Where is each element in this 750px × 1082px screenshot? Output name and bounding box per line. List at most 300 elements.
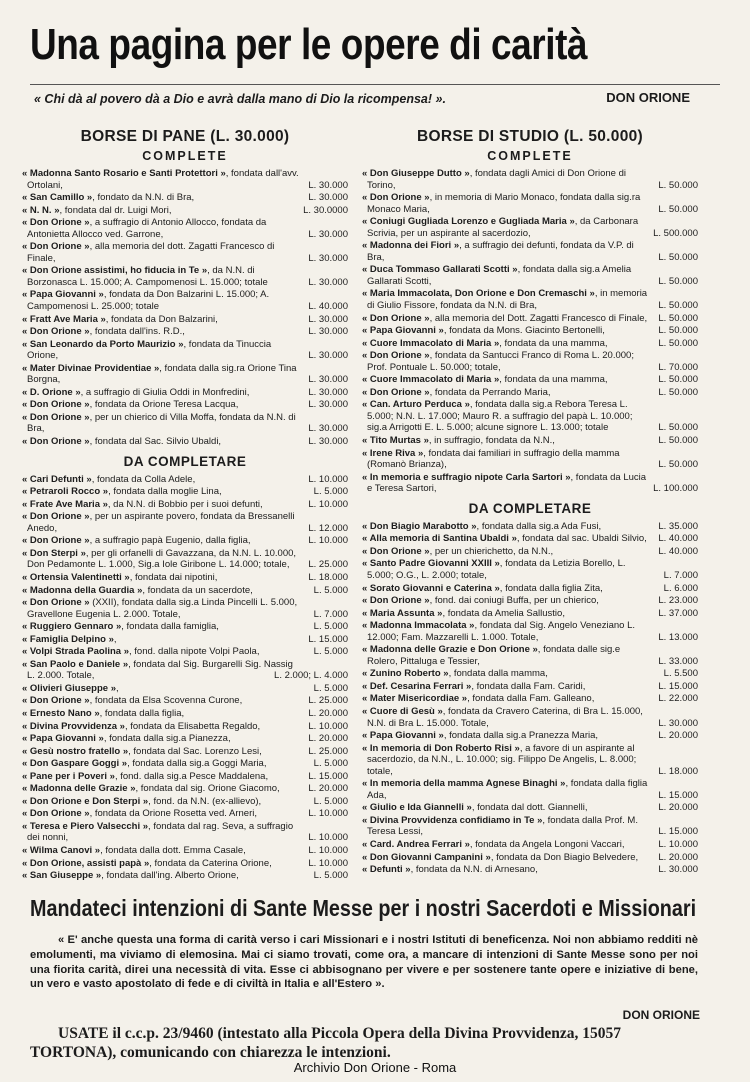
fund-description: , fondata dai nipotini, <box>129 571 218 583</box>
donation-entry <box>362 192 698 215</box>
donation-entry <box>22 821 348 844</box>
donation-entry <box>22 708 348 720</box>
donation-entry <box>22 535 348 547</box>
fund-description: , fondata dalla figlia, <box>99 707 185 719</box>
fund-name: « Famiglia Delpino » <box>22 633 114 645</box>
fund-amount: L. 50.000 <box>658 386 698 398</box>
donation-entry <box>22 339 348 362</box>
donation-entry <box>362 350 698 373</box>
fund-amount: L. 30.000 <box>308 179 348 191</box>
donation-entry <box>22 695 348 707</box>
donation-entry <box>362 668 698 680</box>
fund-amount: L. 10.000 <box>308 535 348 547</box>
fund-name: « Don Orione » <box>362 192 430 204</box>
donation-entry <box>22 733 348 745</box>
fund-description: (XXII), fondata dalla sig.a Linda Pincelli L. 5.000, Gravellone Eugenia L. 2.000. Totale, <box>27 597 298 620</box>
fund-name: « Wilma Canovi » <box>22 844 101 856</box>
fund-name: « Coniugi Gugliada Lorenzo e Gugliada Maria » <box>362 216 575 228</box>
fund-description: , fondata dalla famiglia, <box>121 621 219 633</box>
fund-description: , fondata dal dr. Luigi Mori, <box>59 204 172 216</box>
fund-description: , fondata da Amelia Sallustio, <box>442 607 565 619</box>
fund-name: « Irene Riva » <box>362 447 424 459</box>
fund-description: , fond. dalla nipote Volpi Paola, <box>129 646 260 658</box>
fund-name: « Ortensia Valentinetti » <box>22 571 130 583</box>
fund-description: , a favore di un aspirante al sacerdozio, da N.N., L. 10.000; sig. Filippo De Angelis, L. 8.000; totale, <box>367 742 637 777</box>
fund-name: « In memoria e suffragio nipote Carla Sartori » <box>362 471 571 483</box>
fund-description: , fondata dalla dott. Emma Casale, <box>100 844 246 856</box>
donation-entry <box>22 646 348 658</box>
fund-name: « Divina Provvidenza confidiamo in Te » <box>362 814 543 826</box>
fund-description: , fondata da Mons. Giacinto Bertonelli, <box>443 325 605 337</box>
fund-name: « Don Orione » <box>362 545 430 557</box>
fund-amount: L. 22.000 <box>658 693 698 705</box>
fund-name: « Duca Tommaso Gallarati Scotti » <box>362 264 518 276</box>
fund-description: , fondata dalla sig.ra Orione Tina Borgna, <box>27 362 297 386</box>
fund-amount: L. 50.000 <box>658 435 698 447</box>
fund-description: , fond. dai coniugi Buffa, per un chierico, <box>429 595 599 607</box>
fund-name: « Giulio e Ida Giannelli » <box>362 802 472 814</box>
donation-entry <box>22 499 348 511</box>
fund-name: « Don Orione » <box>362 312 430 324</box>
fund-name: « Don Orione » <box>22 411 90 423</box>
appeal-signature: DON ORIONE <box>622 1008 700 1022</box>
fund-name: « Don Giuseppe Dutto » <box>362 168 470 179</box>
donation-entry <box>362 681 698 693</box>
fund-name: « Pane per i Poveri » <box>22 770 115 782</box>
donation-entry <box>22 399 348 411</box>
donation-entry <box>22 659 348 682</box>
fund-amount: L. 5.000 <box>313 646 348 658</box>
donation-entry <box>22 597 348 620</box>
fund-name: « Petraroli Rocco » <box>22 486 109 498</box>
fund-description: , <box>113 633 117 645</box>
motto: « Chi dà al povero dà a Dio e avrà dalla mano di Dio la ricompensa! ». <box>34 92 446 106</box>
fund-name: « Madonna dei Fiori » <box>362 240 460 252</box>
fund-amount: L. 7.000 <box>313 608 348 620</box>
donation-entry <box>22 870 348 882</box>
donation-entry <box>362 472 698 495</box>
fund-description: , fondata dalla sig.a Pianezza, <box>103 733 231 745</box>
fund-name: « Madonna della Guardia » <box>22 584 143 596</box>
fund-description: , alla memoria del dott. Zagatti Francesco di Finale, <box>27 241 275 264</box>
fund-amount: L. 40.000 <box>308 301 348 313</box>
donation-entry <box>362 558 698 581</box>
donation-entry <box>362 435 698 447</box>
fund-name: « Papa Giovanni » <box>22 733 104 745</box>
fund-description: , fond. dalla sig.a Pesce Maddalena, <box>114 770 269 782</box>
donation-entry <box>362 338 698 350</box>
fund-name: « Tito Murtas » <box>362 435 429 447</box>
fund-name: « Don Orione » <box>22 808 90 820</box>
donation-entry <box>22 721 348 733</box>
donation-entry <box>362 448 698 471</box>
fund-amount: L. 10.000 <box>308 844 348 856</box>
fund-description: , fondata dal Sac. Lorenzo Lesi, <box>128 745 262 757</box>
fund-amount: L. 13.000 <box>658 631 698 643</box>
fund-name: « Def. Cesarina Ferrari » <box>362 680 472 692</box>
fund-name: « Frate Ave Maria » <box>22 498 108 510</box>
donation-entry <box>362 864 698 876</box>
fund-amount: L. 10.000 <box>658 838 698 850</box>
fund-description: , fondata da Cravero Caterina, di Bra L. 15.000, N.N. di Bra L. 15.000. Totale, <box>367 705 643 729</box>
bread-column <box>22 126 348 883</box>
fund-name: « Fratt Ave Maria » <box>22 313 106 325</box>
fund-description: , fond. da N.N. (ex-allievo), <box>148 795 262 807</box>
fund-description: , fondata da Letizia Borello, L. 5.000; O.G., L. 2.000; totale, <box>367 558 626 581</box>
fund-name: « Don Orione » <box>22 597 90 609</box>
fund-amount: L. 33.000 <box>658 655 698 667</box>
fund-amount: L. 30.000 <box>308 228 348 240</box>
donation-entry <box>362 778 698 801</box>
study-title: BORSE DI STUDIO (L. 50.000) <box>416 128 643 145</box>
fund-name: « Mater Misericordiae » <box>362 693 468 705</box>
bread-title: BORSE DI PANE (L. 30.000) <box>80 128 290 145</box>
donation-entry <box>362 693 698 705</box>
fund-amount: L. 30.000 <box>308 386 348 398</box>
fund-description: , alla memoria del Dott. Zagatti Francesco di Finale, <box>429 312 648 324</box>
fund-amount: L. 5.000 <box>313 621 348 633</box>
fund-name: « San Giuseppe » <box>22 870 102 882</box>
fund-amount: L. 70.000 <box>658 361 698 373</box>
donation-entry <box>362 264 698 287</box>
donation-entry <box>22 771 348 783</box>
fund-name: « Madonna Immacolata » <box>362 620 475 632</box>
fund-name: « Cuore Immacolato di Maria » <box>362 337 500 349</box>
donation-entry <box>362 521 698 533</box>
fund-name: « Don Orione » <box>22 217 90 229</box>
fund-amount: L. 10.000 <box>308 498 348 510</box>
donation-entry <box>362 608 698 620</box>
fund-amount: L. 18.000 <box>658 765 698 777</box>
bread-todo-list <box>22 474 348 882</box>
fund-amount: L. 5.000 <box>313 758 348 770</box>
fund-amount: L. 25.000 <box>308 745 348 757</box>
donation-entry <box>362 595 698 607</box>
fund-amount: L. 20.000 <box>658 851 698 863</box>
fund-amount: L. 5.000 <box>313 795 348 807</box>
bread-complete-list <box>22 168 348 448</box>
fund-amount: L. 7.000 <box>663 569 698 581</box>
donation-entry <box>362 730 698 742</box>
page-title: Una pagina per le opere di carità <box>30 20 588 69</box>
donation-entry <box>362 240 698 263</box>
fund-name: « Don Gaspare Goggi » <box>22 758 128 770</box>
fund-description: , per un chierico di Villa Moffa, fondata da N.N. di Bra, <box>27 411 296 435</box>
fund-amount: L. 30.000 <box>658 717 698 729</box>
fund-description: , fondata dagli Amici di Don Orione di Torino, <box>367 168 626 191</box>
donation-entry <box>22 326 348 338</box>
donation-entry <box>22 412 348 435</box>
fund-amount: L. 50.000 <box>658 275 698 287</box>
fund-name: « Sorato Giovanni e Caterina » <box>362 582 500 594</box>
fund-name: « Zunino Roberto » <box>362 668 449 680</box>
fund-description: , fondata dal sig. Orione Giacomo, <box>135 783 280 795</box>
fund-description: , fondata dal rag. Seva, a suffragio dei nonni, <box>27 820 294 844</box>
fund-name: « Don Orione » <box>22 399 90 411</box>
fund-name: « N. N. » <box>22 204 60 216</box>
fund-amount: L. 5.500 <box>663 668 698 680</box>
fund-description: , fondata da Elsa Scovenna Curone, <box>89 695 243 707</box>
study-complete-label: COMPLETE <box>487 149 573 163</box>
fund-amount: L. 30.000 <box>308 374 348 386</box>
fund-description: , fondata dalla figlia Ada, <box>367 778 648 801</box>
donation-entry <box>22 845 348 857</box>
fund-name: « Santo Padre Giovanni XXIII » <box>362 558 500 570</box>
fund-description: , a suffragio di Giulia Oddi in Monfredini, <box>80 386 250 398</box>
fund-amount: L. 23.000 <box>658 595 698 607</box>
donation-entry <box>22 205 348 217</box>
fund-name: « Don Sterpi » <box>22 547 86 559</box>
fund-name: « In memoria di Don Roberto Risi » <box>362 742 520 754</box>
fund-description: , <box>115 682 119 694</box>
fund-amount: L. 15.000 <box>308 770 348 782</box>
donation-entry <box>22 758 348 770</box>
fund-amount: L. 40.000 <box>658 545 698 557</box>
fund-amount: L. 5.000 <box>313 486 348 498</box>
donation-entry <box>362 313 698 325</box>
fund-amount: L. 5.000 <box>313 682 348 694</box>
fund-description: , fondata da Lucia e Teresa Sartori, <box>367 471 647 495</box>
fund-amount: L. 100.000 <box>653 483 698 495</box>
fund-description: , da Carbonara Scrivia, per un aspirante al sacerdozio, <box>367 216 639 239</box>
donation-entry <box>362 620 698 643</box>
fund-name: « San Camillo » <box>22 192 93 204</box>
archive-caption: Archivio Don Orione - Roma <box>293 1060 457 1075</box>
fund-amount: L. 50.000 <box>658 203 698 215</box>
fund-name: « Volpi Strada Paolina » <box>22 646 129 658</box>
fund-amount: L. 30.000 <box>658 864 698 876</box>
fund-name: « Don Orione » <box>362 350 430 362</box>
fund-description: , fondata dalla sig.a Goggi Maria, <box>127 758 267 770</box>
postal-account-note: USATE il c.c.p. 23/9460 (intestato alla Piccola Opera della Divina Provvidenza, 15057 TORTONA), comunicando con chiarezza le intenzioni. <box>30 1025 621 1061</box>
mass-intentions-banner: Mandateci intenzioni di Sante Messe per i nostri Sacerdoti e Missionari <box>30 895 697 921</box>
bread-complete-label: COMPLETE <box>142 149 228 163</box>
donation-entry <box>22 474 348 486</box>
fund-description: , fondata dalla figlia Zita, <box>499 582 603 594</box>
fund-amount: L. 20.000 <box>308 783 348 795</box>
fund-description: , fondata da Orione Rosetta ved. Arneri, <box>89 808 257 820</box>
fund-description: , a suffragio papà Eugenio, dalla figlia, <box>89 535 251 547</box>
donation-entry <box>362 815 698 838</box>
fund-description: , da N.N. di Bobbio per i suoi defunti, <box>107 498 263 510</box>
fund-amount: L. 5.000 <box>313 870 348 882</box>
fund-description: , fondata da Orione Teresa Lacqua, <box>89 399 239 411</box>
fund-name: « Card. Andrea Ferrari » <box>362 838 470 850</box>
fund-name: « San Paolo e Daniele » <box>22 658 129 670</box>
donation-entry <box>22 265 348 288</box>
fund-amount: L. 30.000 <box>308 252 348 264</box>
fund-description: , fondata dal Sig. Burgarelli Sig. Nassig L. 2.000. Totale, <box>27 658 293 682</box>
fund-amount: L. 500.000 <box>653 227 698 239</box>
fund-description: , fondata da Caterina Orione, <box>149 857 272 869</box>
fund-description: , per un chierichetto, da N.N., <box>429 545 554 557</box>
fund-description: , fondata dal Sac. Silvio Ubaldi, <box>89 436 222 448</box>
fund-amount: L. 10.000 <box>308 720 348 732</box>
study-column <box>362 126 698 877</box>
title-rule <box>30 84 720 85</box>
donation-entry <box>362 802 698 814</box>
donation-entry <box>22 289 348 312</box>
donation-entry <box>362 852 698 864</box>
fund-name: « Cuore Immacolato di Maria » <box>362 374 500 386</box>
donation-entry <box>362 583 698 595</box>
fund-description: , fondata da Santucci Franco di Roma L. 20.000; Prof. Pontuale L. 50.000; totale, <box>367 350 634 373</box>
fund-description: , in memoria di Giulio Fissore, fondata da N.N. di Bra, <box>367 288 648 312</box>
fund-description: , fondata da Elisabetta Regaldo, <box>124 720 261 732</box>
fund-amount: L. 15.000 <box>658 789 698 801</box>
fund-description: , fondata da una mamma, <box>499 337 608 349</box>
fund-amount: L. 40.000 <box>658 533 698 545</box>
fund-amount: L. 20.000 <box>308 707 348 719</box>
fund-name: « Don Orione » <box>22 436 90 448</box>
fund-name: « Gesù nostro fratello » <box>22 745 129 757</box>
fund-amount: L. 20.000 <box>658 802 698 814</box>
fund-description: , fondata dalla Fam. Caridi, <box>471 680 586 692</box>
fund-name: « Don Orione » <box>22 535 90 547</box>
fund-name: « Cari Defunti » <box>22 473 92 485</box>
fund-description: , fondata da Don Biagio Belvedere, <box>490 851 639 863</box>
donation-entry <box>362 706 698 729</box>
fund-description: , fondata dalla mamma, <box>448 668 548 680</box>
fund-description: , fondata dalle sig.e Rolero, Pittaluga e Tessier, <box>367 644 621 667</box>
fund-description: , fondata dalla Fam. Galleano, <box>467 693 595 705</box>
fund-name: « Don Orione » <box>22 511 90 523</box>
donation-entry <box>22 192 348 204</box>
donation-entry <box>22 621 348 633</box>
fund-amount: L. 30.000 <box>308 276 348 288</box>
fund-description: , fondata da Don Balzarini L. 15.000; A. Campomenosi L. 25.000; totale <box>27 289 270 313</box>
donation-entry <box>22 486 348 498</box>
fund-description: , fondata da Angela Longoni Vaccari, <box>469 838 625 850</box>
fund-name: « Maria Immacolata, Don Orione e Don Cremaschi » <box>362 288 595 300</box>
donation-entry <box>362 839 698 851</box>
fund-amount: L. 12.000 <box>308 522 348 534</box>
fund-description: , fondata dal dott. Giannelli, <box>471 802 588 814</box>
fund-description: , fondata dalla Prof. M. Teresa Lessi, <box>367 814 638 838</box>
study-complete-list <box>362 168 698 495</box>
donation-entry <box>22 783 348 795</box>
fund-amount: L. 20.000 <box>308 733 348 745</box>
fund-amount: L. 20.000 <box>658 730 698 742</box>
donation-entry <box>22 572 348 584</box>
fund-amount: L. 37.000 <box>658 607 698 619</box>
fund-name: « Madonna delle Grazie » <box>22 783 136 795</box>
fund-description: , a suffragio dei defunti, fondata da V.P. di Bra, <box>367 240 634 263</box>
donation-entry <box>362 399 698 434</box>
fund-amount: L. 30.000 <box>308 399 348 411</box>
donation-entry <box>22 511 348 534</box>
fund-name: « Don Giovanni Campanini » <box>362 851 491 863</box>
fund-name: « Mater Divinae Providentiae » <box>22 362 160 374</box>
donation-entry <box>22 217 348 240</box>
fund-amount: L. 15.000 <box>658 680 698 692</box>
fund-description: , fondata dalla sig.a Ada Fusi, <box>476 520 602 532</box>
fund-amount: L. 15.000 <box>308 633 348 645</box>
fund-description: , fondata dalla sig.a Amelia Gallarati Scotti, <box>367 264 632 287</box>
fund-amount: L. 10.000 <box>308 473 348 485</box>
fund-amount: L. 10.000 <box>308 808 348 820</box>
fund-name: « Don Orione e Don Sterpi » <box>22 795 149 807</box>
fund-name: « D. Orione » <box>22 386 81 398</box>
fund-name: « In memoria della mamma Agnese Binaghi » <box>362 778 566 790</box>
fund-name: « Papa Giovanni » <box>22 289 104 301</box>
fund-name: « Can. Arturo Perduca » <box>362 399 470 411</box>
fund-name: « Ernesto Nano » <box>22 707 100 719</box>
fund-description: , fondata da Perrando Maria, <box>429 386 551 398</box>
fund-name: « Alla memoria di Santina Ubaldi » <box>362 533 517 545</box>
fund-name: « Don Orione » <box>362 386 430 398</box>
fund-amount: L. 30.000 <box>308 192 348 204</box>
donation-entry <box>362 325 698 337</box>
fund-amount: L. 50.000 <box>658 300 698 312</box>
donation-entry <box>22 796 348 808</box>
fund-description: , fondata da Tinuccia Orione, <box>27 338 272 362</box>
fund-name: « Olivieri Giuseppe » <box>22 682 116 694</box>
donation-entry <box>362 644 698 667</box>
donation-entry <box>362 533 698 545</box>
fund-amount: L. 25.000 <box>308 559 348 571</box>
fund-description: , da N.N. di Borzonasca L. 15.000; A. Campomenosi L. 15.000; totale <box>27 265 268 288</box>
fund-name: « Don Orione » <box>22 695 90 707</box>
donation-entry <box>362 374 698 386</box>
fund-amount: L. 30.0000 <box>303 204 348 216</box>
fund-description: , fondata da una mamma, <box>499 374 608 386</box>
fund-amount: L. 30.000 <box>308 326 348 338</box>
fund-amount: L. 6.000 <box>663 582 698 594</box>
donation-entry <box>22 363 348 386</box>
fund-description: , fondata da un sacerdote, <box>142 584 253 596</box>
fund-name: « Papa Giovanni » <box>362 730 444 742</box>
fund-amount: L. 30.000 <box>308 350 348 362</box>
donation-entry <box>362 288 698 311</box>
donation-entry <box>22 858 348 870</box>
fund-description: , fondato da N.N. di Bra, <box>92 192 195 204</box>
fund-name: « Ruggiero Gennaro » <box>22 621 122 633</box>
donation-entry <box>22 548 348 571</box>
fund-name: « Cuore di Gesù » <box>362 705 443 717</box>
appeal-text: « E' anche questa una forma di carità verso i cari Missionari e i nostri Istituti di beneficenza. Noi non abbiamo redditi nè emolumenti, ma viviamo di elemosina. Mai ci siamo trovati, come ora, a mancare di intenzioni di Sante Messe sono per noi una fiorita carità, direi una necessità di vita. Esse ci abbisognano per vivere e per sostenere tante opere e iniziative di bene, un vero e vasto apostolato di fede e di civiltà in Italia e all'Estero ». <box>30 934 698 991</box>
fund-description: , fondata dall'ing. Alberto Orione, <box>101 870 239 882</box>
fund-name: « Madonna Santo Rosario e Santi Protettori » <box>22 168 226 179</box>
study-todo-label: DA COMPLETARE <box>468 500 592 516</box>
fund-amount: L. 30.000 <box>308 436 348 448</box>
fund-name: « Teresa e Piero Valsecchi » <box>22 820 149 832</box>
donation-entry <box>362 216 698 239</box>
fund-name: « Papa Giovanni » <box>362 325 444 337</box>
fund-amount: L. 30.000 <box>308 313 348 325</box>
fund-description: , fondata dall'ins. R.D., <box>89 326 185 338</box>
fund-description: , fondata dal Sig. Angelo Veneziano L. 12.000; Fam. Mazzarelli L. 1.000. Totale, <box>367 620 636 643</box>
donation-entry <box>362 387 698 399</box>
fund-name: « Don Orione » <box>22 241 90 253</box>
fund-name: « San Leonardo da Porto Maurizio » <box>22 338 184 350</box>
fund-amount: L. 50.000 <box>658 459 698 471</box>
fund-name: « Don Biagio Marabotto » <box>362 520 477 532</box>
donation-entry <box>22 387 348 399</box>
donation-entry <box>22 168 348 191</box>
donation-entry <box>362 546 698 558</box>
fund-name: « Don Orione » <box>22 326 90 338</box>
fund-description: , fondata da N.N. di Arnesano, <box>410 864 538 876</box>
fund-amount: L. 10.000 <box>308 857 348 869</box>
fund-description: , fondata da Colla Adele, <box>91 473 196 485</box>
fund-name: « Maria Assunta » <box>362 607 443 619</box>
fund-name: « Divina Provvidenza » <box>22 720 125 732</box>
donation-entry <box>22 436 348 448</box>
donation-entry <box>22 683 348 695</box>
fund-amount: L. 25.000 <box>308 695 348 707</box>
fund-amount: L. 50.000 <box>658 374 698 386</box>
